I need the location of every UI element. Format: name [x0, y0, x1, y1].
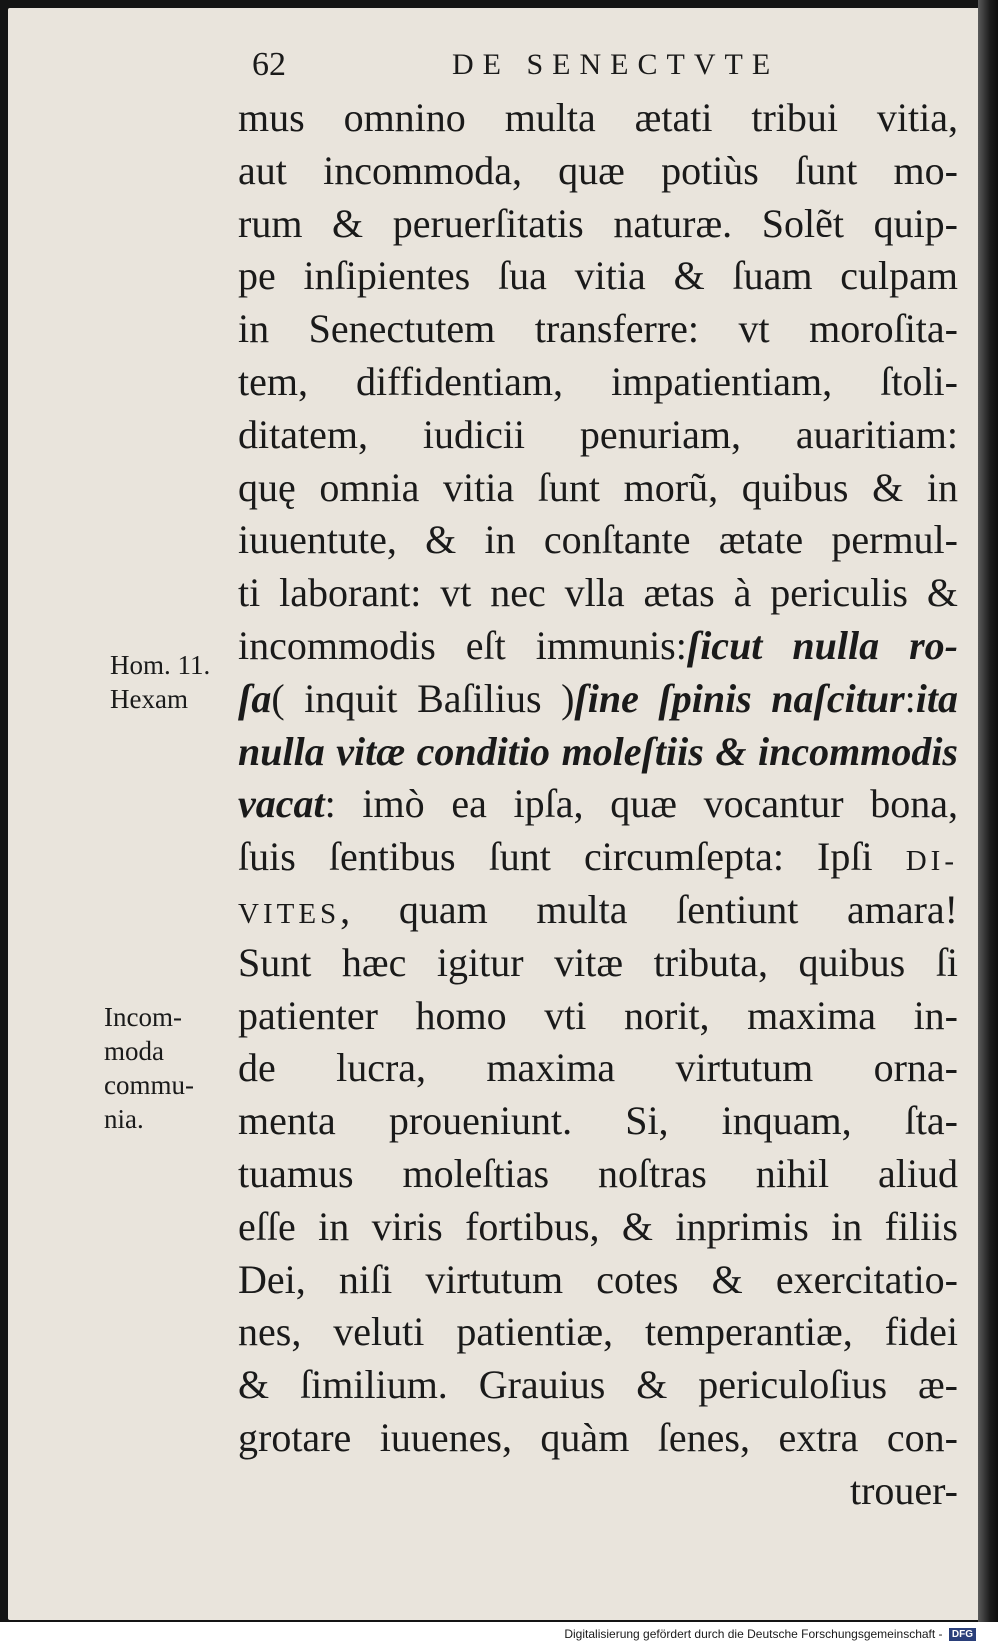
- running-title: DE SENECTVTE: [452, 48, 780, 81]
- text-line: eſſe in viris fortibus, & inprimis in filiis: [238, 1203, 958, 1249]
- text-run: ( inquit Baſilius ): [271, 675, 575, 721]
- text-line: [238, 673, 958, 726]
- small-caps-run: VITES: [238, 897, 341, 930]
- margin-note-line: moda: [104, 1036, 164, 1066]
- page-header: [252, 46, 832, 96]
- margin-note-line: Hexam: [110, 684, 188, 714]
- text-line: rum & peruerſitatis naturæ. Solẽt quip-: [238, 200, 958, 246]
- text-line: iuuentute, & in conſtante ætate permul-: [238, 517, 958, 563]
- text-line: in Senectutem transferre: vt moroſita-: [238, 306, 958, 352]
- text-run: incommodis eſt immunis:: [238, 622, 687, 668]
- italic-quote: ſicut nulla ro-: [686, 622, 959, 668]
- text-line: tuamus moleſtias noſtras nihil aliud: [238, 1150, 958, 1196]
- text-line: mus omnino multa ætati tribui vitia,: [238, 95, 958, 140]
- text-line: [238, 778, 958, 831]
- binding-shadow: [978, 0, 998, 1622]
- text-line: de lucra, maxima virtutum orna-: [238, 1045, 958, 1091]
- italic-quote: vacat: [238, 781, 325, 827]
- text-line: grotare iuuenes, quàm ſenes, extra con-: [238, 1414, 958, 1460]
- text-line: [238, 884, 958, 937]
- text-line: patienter homo vti norit, maxima in-: [238, 992, 958, 1038]
- text-line: aut incommoda, quæ potiùs ſunt mo-: [238, 147, 958, 193]
- text-line: menta proueniunt. Si, inquam, ſta-: [238, 1098, 958, 1144]
- margin-note-line: commu-: [104, 1070, 194, 1100]
- margin-note-incommoda: [104, 1000, 226, 1136]
- catchword: trouer-: [849, 1467, 958, 1513]
- digitization-credit: [564, 1627, 976, 1641]
- margin-note-line: Hom. 11.: [110, 650, 211, 680]
- text-line: tem, diffidentiam, impatientiam, ſtoli-: [238, 358, 958, 404]
- text-run: , quam multa ſentiunt amara!: [340, 886, 958, 932]
- text-line-italic: nulla vitæ conditio moleſtiis & incommodis: [238, 728, 958, 774]
- text-line: & ſimilium. Grauius & periculoſius æ-: [238, 1362, 958, 1408]
- small-caps-run: DI-: [905, 845, 958, 878]
- text-line: nes, veluti patientiæ, temperantiæ, fidei: [238, 1309, 958, 1355]
- text-run: :: [904, 675, 916, 721]
- text-line: Sunt hæc igitur vitæ tributa, quibus ſi: [238, 939, 958, 985]
- margin-note-hom: [110, 648, 232, 716]
- text-line: [238, 620, 958, 673]
- text-line: pe inſipientes ſua vitia & ſuam culpam: [238, 253, 958, 299]
- italic-quote: ita: [915, 675, 959, 721]
- margin-note-line: nia.: [104, 1104, 144, 1134]
- italic-quote: ſa: [238, 675, 272, 721]
- text-line: quę omnia vitia ſunt morũ, quibus & in: [238, 464, 958, 510]
- italic-quote: ſine ſpinis naſcitur: [574, 675, 905, 721]
- page-number: 62: [252, 46, 286, 83]
- text-line: Dei, niſi virtutum cotes & exercitatio-: [238, 1256, 958, 1302]
- text-line: ti laborant: vt nec vlla ætas à periculis &: [238, 570, 958, 616]
- credit-text: Digitalisierung gefördert durch die Deutsche Forschungsgemeinschaft -: [564, 1626, 943, 1641]
- body-text: [238, 92, 958, 1518]
- text-run: : imò ea ipſa, quæ vocantur bona,: [324, 781, 958, 827]
- dfg-logo: DFG: [949, 1628, 976, 1641]
- margin-note-line: Incom-: [104, 1002, 182, 1032]
- text-line: [238, 831, 958, 884]
- text-run: ſuis ſentibus ſunt circumſepta: Ipſi: [238, 834, 873, 880]
- text-line: ditatem, iudicii penuriam, auaritiam:: [238, 411, 958, 457]
